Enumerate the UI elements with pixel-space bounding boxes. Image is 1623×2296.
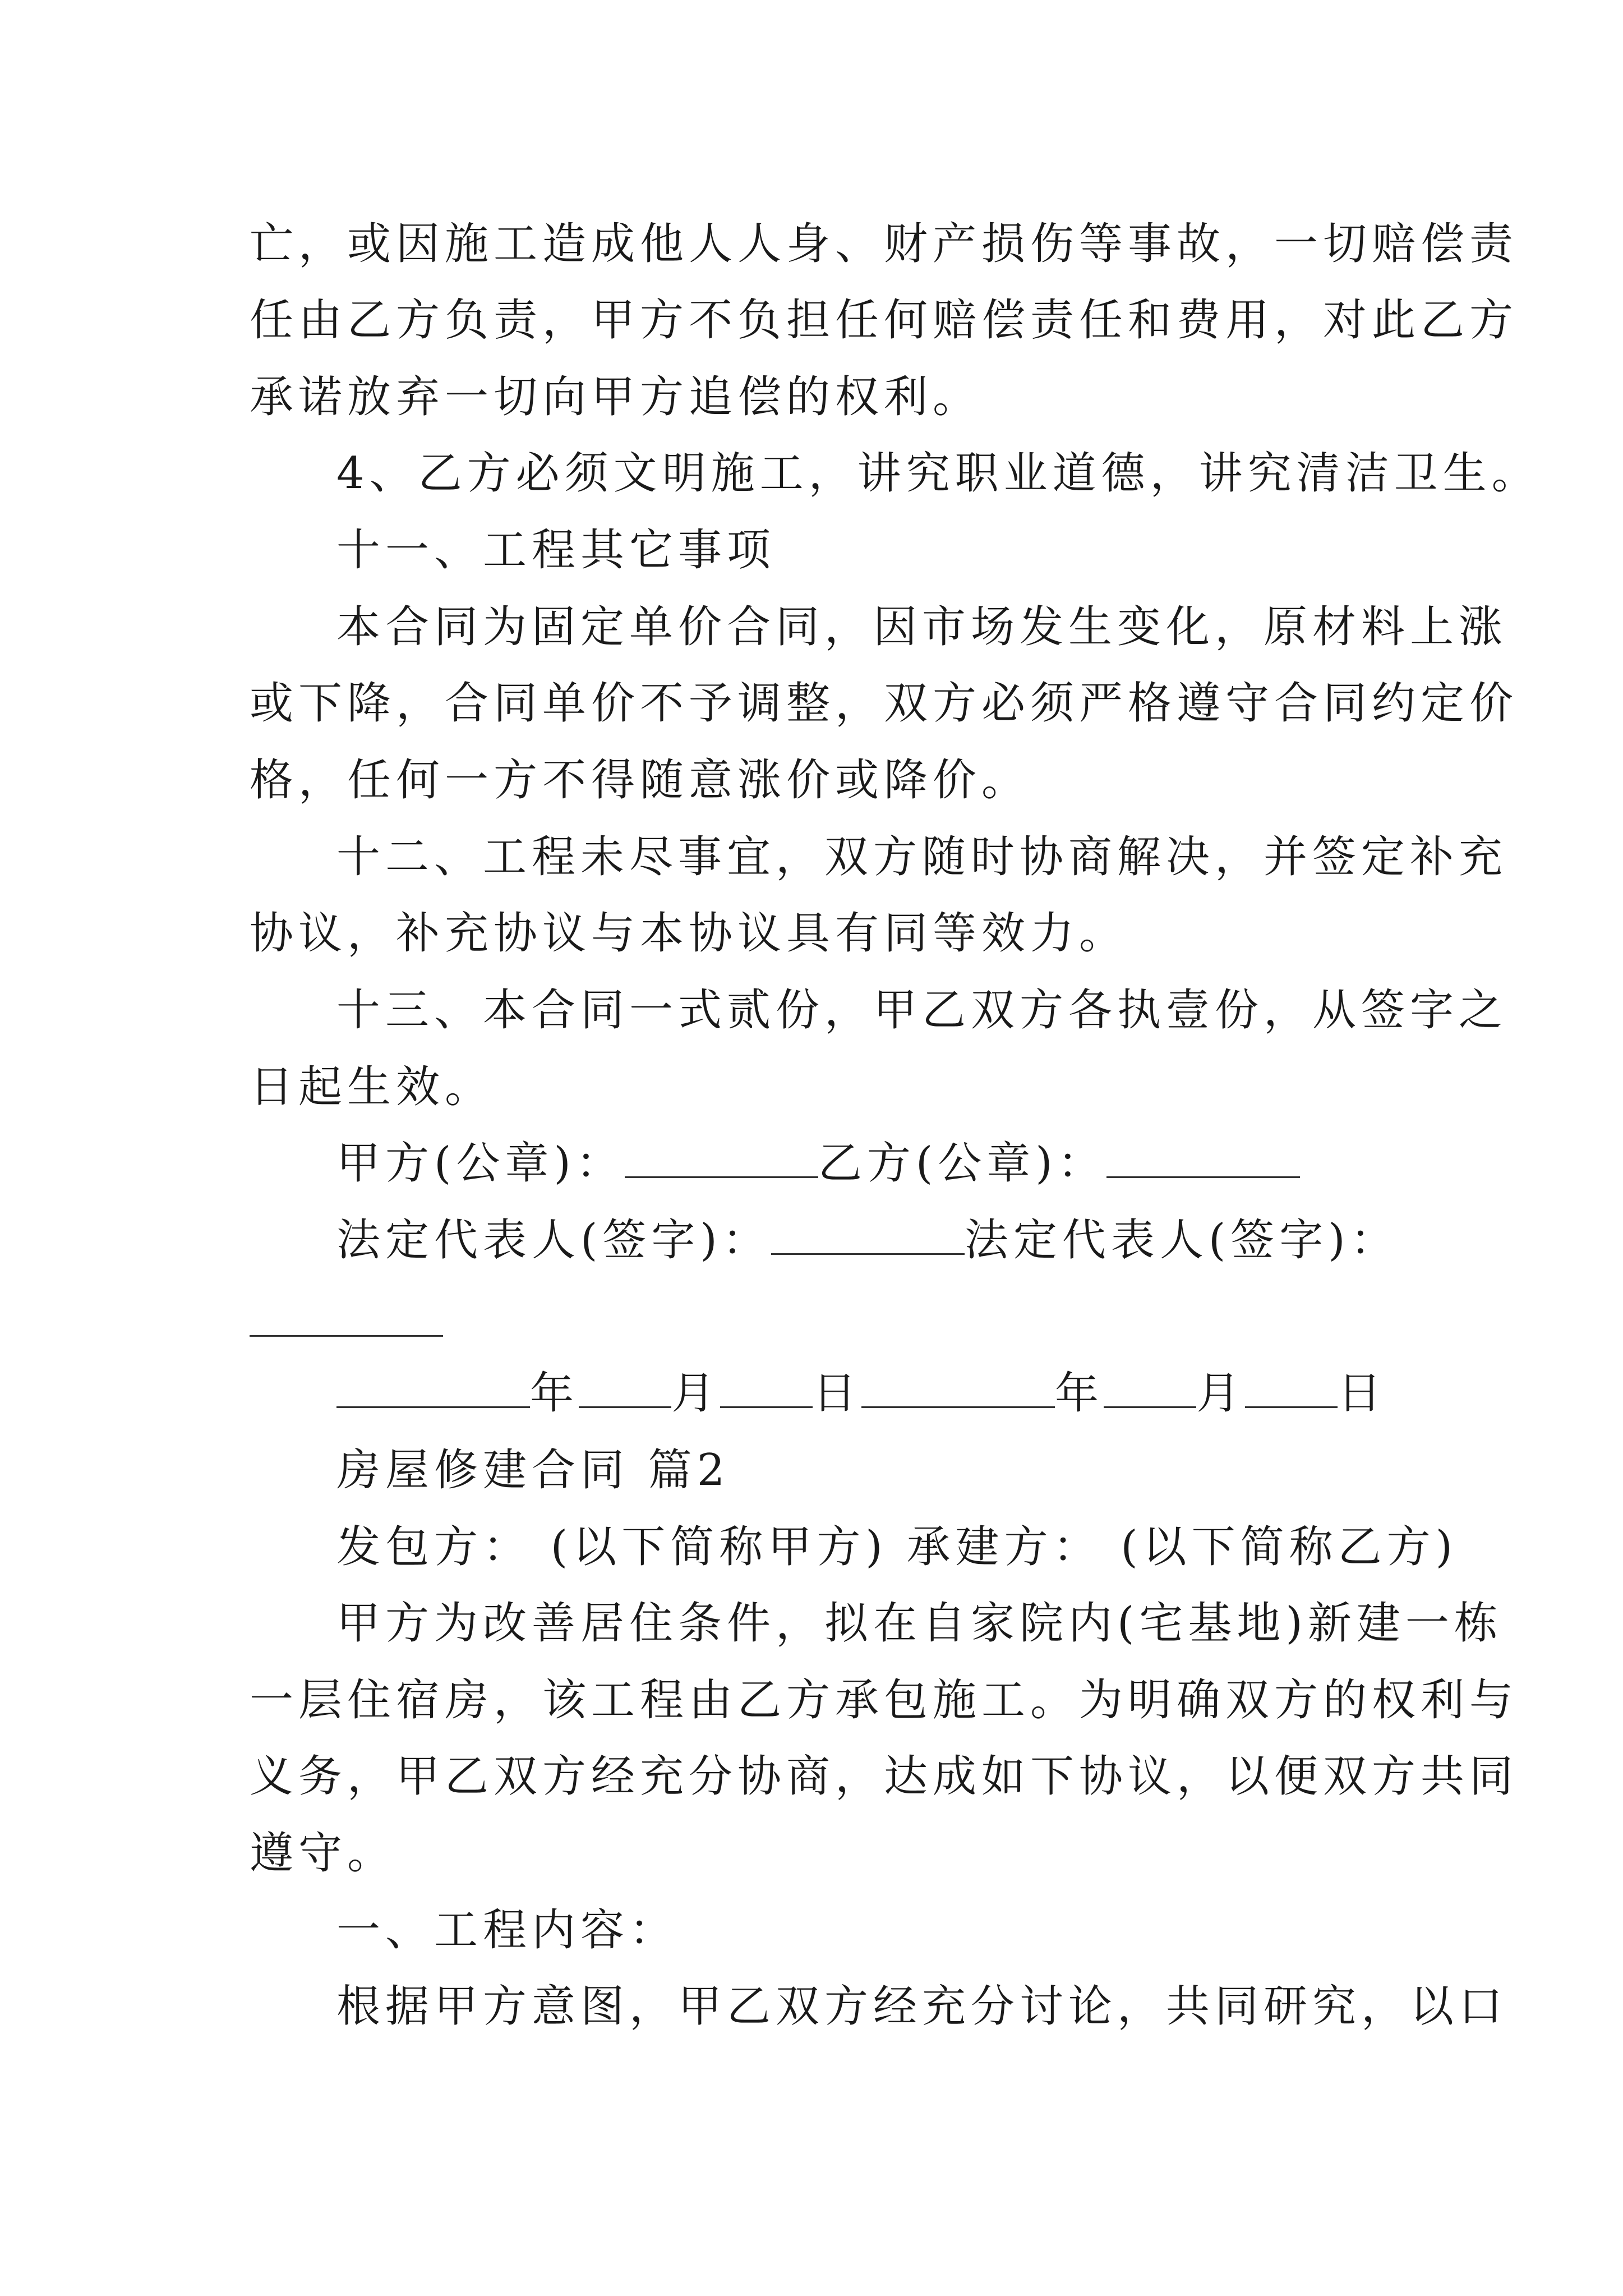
paragraph-line: 根据甲方意图，甲乙双方经充分讨论，共同研究，以口 [336,1981,1508,2032]
section-title: 房屋修建合同 篇2 [336,1445,730,1496]
paragraph-line: 十二、工程未尽事宜，双方随时协商解决，并签定补充 [336,832,1508,882]
month-label: 月 [671,1368,721,1419]
paragraph-line: 义务，甲乙双方经充分协商，达成如下协议，以便双方共同 [250,1751,1519,1802]
day-blank-b[interactable] [1245,1367,1338,1408]
paragraph-line: 甲方为改善居住条件，拟在自家院内(宅基地)新建一栋 [336,1598,1503,1649]
party-a-rep-blank[interactable] [771,1214,965,1255]
paragraph-line: 日起生效。 [250,1062,494,1112]
party-a-seal-label: 甲方(公章)： [336,1138,625,1189]
paragraph-line: 4、乙方必须文明施工，讲究职业道德，讲究清洁卫生。 [336,448,1541,499]
representative-line [336,1212,1399,1268]
month-label: 月 [1196,1368,1246,1419]
section-heading: 一、工程内容： [336,1905,679,1955]
party-b-seal-label: 乙方(公章)： [818,1138,1106,1189]
day-label: 日 [1338,1368,1387,1419]
day-blank-a[interactable] [720,1367,813,1408]
party-a-seal-blank[interactable] [625,1137,818,1178]
paragraph-line: 承诺放弃一切向甲方追偿的权利。 [250,372,982,422]
day-label: 日 [813,1368,862,1419]
section-heading: 十一、工程其它事项 [336,525,776,576]
year-blank-a[interactable] [336,1367,530,1408]
date-line [336,1365,1386,1421]
month-blank-b[interactable] [1104,1367,1196,1408]
month-blank-a[interactable] [579,1367,671,1408]
party-a-rep-label: 法定代表人(签字)： [336,1215,771,1266]
parties-line: 发包方： (以下简称甲方) 承建方： (以下简称乙方) [336,1522,1458,1572]
paragraph-line: 十三、本合同一式贰份，甲乙双方各执壹份，从签字之 [336,985,1508,1036]
seal-line [336,1135,1300,1191]
paragraph-line: 协议，补充协议与本协议具有同等效力。 [250,908,1128,959]
paragraph-line: 格，任何一方不得随意涨价或降价。 [250,755,1031,806]
paragraph-line: 或下降，合同单价不予调整，双方必须严格遵守合同约定价 [250,678,1519,729]
year-label: 年 [1055,1368,1104,1419]
paragraph-line: 亡，或因施工造成他人人身、财产损伤等事故，一切赔偿责 [250,219,1519,269]
year-blank-b[interactable] [861,1367,1055,1408]
party-b-rep-blank[interactable] [250,1335,443,1337]
paragraph-line: 遵守。 [250,1828,396,1879]
year-label: 年 [530,1368,579,1419]
party-b-rep-label: 法定代表人(签字)： [964,1215,1399,1266]
paragraph-line: 本合同为固定单价合同，因市场发生变化，原材料上涨 [336,602,1508,652]
paragraph-line: 任由乙方负责，甲方不负担任何赔偿责任和费用，对此乙方 [250,295,1519,346]
party-b-seal-blank[interactable] [1106,1137,1300,1178]
paragraph-line: 一层住宿房，该工程由乙方承包施工。为明确双方的权利与 [250,1675,1519,1726]
